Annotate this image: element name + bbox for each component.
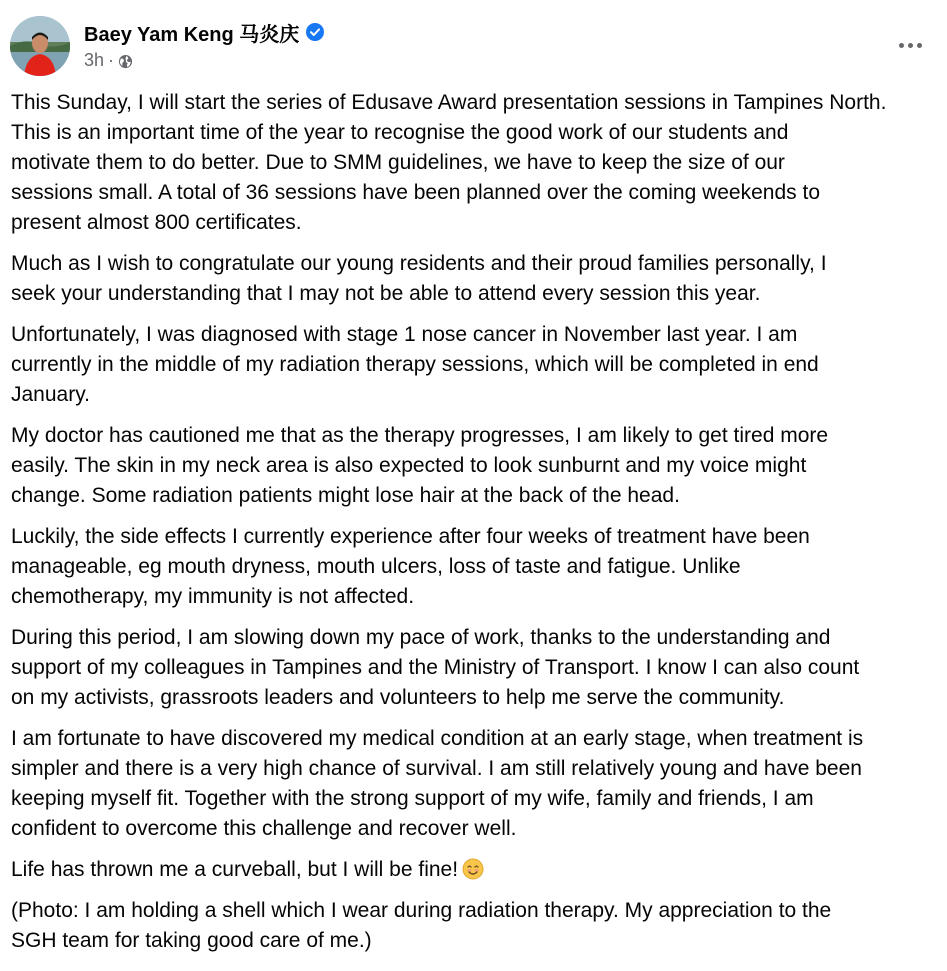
author-row: [84, 18, 324, 46]
post-header: [10, 16, 935, 78]
paragraph: Unfortunately, I was diagnosed with stage 1 nose cancer in November last year. I am currently in the middle of my radiation therapy sessions, which will be completed in end January.: [11, 323, 819, 406]
post-timestamp[interactable]: 3h: [84, 49, 105, 70]
more-options-icon: [899, 43, 904, 48]
globe-icon[interactable]: [118, 53, 133, 68]
meta-separator: ·: [108, 49, 115, 70]
smiling-face-emoji-icon: [462, 858, 484, 880]
profile-avatar[interactable]: [10, 16, 70, 76]
paragraph: Life has thrown me a curveball, but I will be fine!: [11, 858, 459, 881]
author-name[interactable]: Baey Yam Keng 马炎庆: [84, 23, 300, 46]
more-options-button[interactable]: [893, 30, 927, 60]
paragraph: Luckily, the side effects I currently experience after four weeks of treatment have been manageable, eg mouth dryness, mouth ulcers, loss of taste and fatigue. Unlike chemotherapy, my immunity is not affected.: [11, 525, 810, 608]
verified-badge-icon: [306, 23, 324, 41]
paragraph: (Photo: I am holding a shell which I wear during radiation therapy. My appreciation to the SGH team for taking good care of me.): [11, 899, 832, 952]
avatar-photo: [10, 16, 70, 76]
paragraph: My doctor has cautioned me that as the therapy progresses, I am likely to get tired more easily. The skin in my neck area is also expected to look sunburnt and my voice might change. Some radiation patients might lose hair at the back of the head.: [11, 424, 829, 507]
paragraph: Much as I wish to congratulate our young residents and their proud families personally, I seek your understanding that I may not be able to attend every session this year.: [11, 252, 827, 305]
paragraph: I am fortunate to have discovered my medical condition at an early stage, when treatment is simpler and there is a very high chance of survival. I am still relatively young and have been keeping myself fit. Together with the strong support of my wife, family and friends, I am confident to overcome this challenge and recover well.: [11, 727, 864, 840]
paragraph: During this period, I am slowing down my pace of work, thanks to the understanding and support of my colleagues in Tampines and the Ministry of Transport. I know I can also count on my activists, grassroots leaders and volunteers to help me serve the community.: [11, 626, 860, 709]
paragraph-with-emoji: [11, 855, 941, 885]
post-meta: [84, 50, 133, 70]
post-text: [11, 88, 941, 967]
more-options-icon-dot: [908, 43, 913, 48]
paragraph: This Sunday, I will start the series of Edusave Award presentation sessions in Tampines North. This is an important time of the year to recognise the good work of our students and motivate them to do better. Due to SMM guidelines, we have to keep the size of our sessions small. A total of 36 sessions have been planned over the coming weekends to present almost 800 certificates.: [11, 91, 887, 234]
more-options-icon-dot: [917, 43, 922, 48]
